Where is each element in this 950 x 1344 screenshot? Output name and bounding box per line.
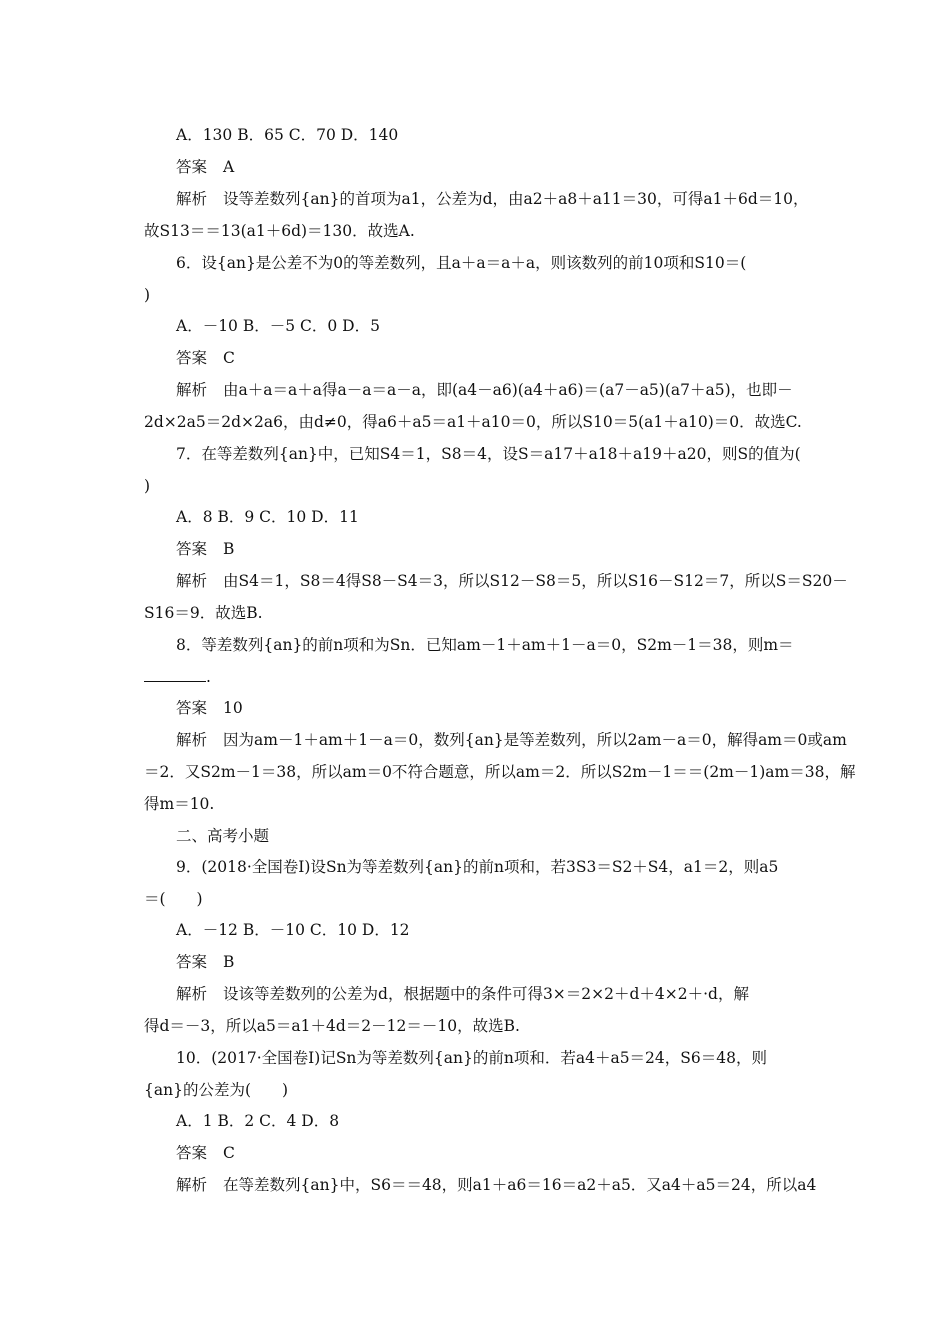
q9-solution-cont <box>144 1016 520 1036</box>
q9-stem-cont <box>144 889 203 909</box>
question-text: ) <box>144 477 151 495</box>
question-text: 10．(2017·全国卷Ⅰ)记Sn为等差数列{an}的前n项和．若a4＋a5＝24，S6＝48，则 <box>176 1049 767 1067</box>
solution-text: 由a＋a＝a＋a得a－a＝a－a，即(a4－a6)(a4＋a6)＝(a7－a5)(a7＋a5)，也即－ <box>223 381 793 399</box>
q6-solution-cont <box>144 412 802 432</box>
solution-text: 在等差数列{an}中，S6＝＝48，则a1＋a6＝16＝a2＋a5．又a4＋a5＝24，所以a4 <box>223 1176 817 1194</box>
solution-text: 2d×2a5＝2d×2a6，由d≠0，得a6＋a5＝a1＋a10＝0，所以S10＝5(a1＋a10)＝0．故选C. <box>144 413 802 431</box>
q8-answer <box>176 698 243 718</box>
q6-solution <box>176 380 793 400</box>
answer-label: 答案 <box>176 1144 208 1162</box>
q8-solution-cont <box>144 762 855 782</box>
solution-label: 解析 <box>176 1176 208 1194</box>
q10-stem-cont <box>144 1080 288 1100</box>
solution-text: 设该等差数列的公差为d，根据题中的条件可得3×＝2×2＋d＋4×2＋·d，解 <box>223 985 749 1003</box>
q7-solution-cont <box>144 603 263 623</box>
q6-stem <box>176 253 746 273</box>
q10-options <box>176 1111 339 1131</box>
answer-label: 答案 <box>176 158 208 176</box>
answer-label: 答案 <box>176 699 208 717</box>
q6-options <box>176 316 380 336</box>
question-text: 7．在等差数列{an}中，已知S4＝1，S8＝4，设S＝a17＋a18＋a19＋a20，则S的值为( <box>176 445 801 463</box>
q9-stem <box>176 857 778 877</box>
solution-text: 由S4＝1，S8＝4得S8－S4＝3，所以S12－S8＝5，所以S16－S12＝7，所以S＝S20－ <box>223 572 848 590</box>
q7-stem-cont <box>144 476 150 496</box>
question-text: 6．设{an}是公差不为0的等差数列，且a＋a＝a＋a，则该数列的前10项和S10＝( <box>176 254 747 272</box>
solution-text: 得m＝10. <box>144 795 215 813</box>
question-text: . <box>206 668 211 686</box>
solution-label: 解析 <box>176 572 208 590</box>
q10-answer <box>176 1143 235 1163</box>
solution-label: 解析 <box>176 381 208 399</box>
options-text: A．8 B．9 C．10 D．11 <box>176 508 359 526</box>
q5-solution <box>176 189 809 209</box>
answer-label: 答案 <box>176 540 208 558</box>
answer-value: C <box>223 1144 235 1162</box>
q6-answer <box>176 348 235 368</box>
q7-answer <box>176 539 234 559</box>
solution-text: 因为am－1＋am＋1－a＝0，数列{an}是等差数列，所以2am－a＝0，解得am＝0或am <box>223 731 847 749</box>
question-text: ＝( ) <box>144 890 203 908</box>
q5-solution-cont <box>144 221 415 241</box>
q7-solution <box>176 571 848 591</box>
solution-text: 设等差数列{an}的首项为a1，公差为d，由a2＋a8＋a11＝30，可得a1＋6d＝10， <box>223 190 809 208</box>
question-text: 8．等差数列{an}的前n项和为Sn．已知am－1＋am＋1－a＝0，S2m－1＝38，则m＝ <box>176 636 794 654</box>
q10-solution <box>176 1175 816 1195</box>
q8-stem-cont <box>144 667 211 687</box>
answer-label: 答案 <box>176 349 208 367</box>
section-heading <box>176 826 269 846</box>
q6-stem-cont <box>144 285 150 305</box>
answer-value: A <box>223 158 235 176</box>
section-title: 二、高考小题 <box>176 827 270 845</box>
q5-answer <box>176 157 234 177</box>
answer-label: 答案 <box>176 953 208 971</box>
q10-stem <box>176 1048 767 1068</box>
q7-stem <box>176 444 801 464</box>
solution-label: 解析 <box>176 190 208 208</box>
q9-solution <box>176 984 749 1004</box>
q5-options <box>176 125 398 145</box>
solution-text: 得d＝－3，所以a5＝a1＋4d＝2－12＝－10，故选B. <box>144 1017 520 1035</box>
answer-value: B <box>223 540 235 558</box>
q8-solution-cont2 <box>144 794 214 814</box>
answer-blank <box>144 669 206 682</box>
solution-label: 解析 <box>176 985 208 1003</box>
solution-text: 故S13＝＝13(a1＋6d)＝130．故选A. <box>144 222 415 240</box>
q8-stem <box>176 635 794 655</box>
solution-text: ＝2．又S2m－1＝38，所以am＝0不符合题意，所以am＝2．所以S2m－1＝＝(2m－1)am＝38，解 <box>144 763 856 781</box>
question-text: {an}的公差为( ) <box>144 1081 289 1099</box>
options-text: A．－12 B．－10 C．10 D．12 <box>176 921 410 939</box>
q7-options <box>176 507 359 527</box>
solution-text: S16＝9．故选B. <box>144 604 263 622</box>
answer-value: 10 <box>223 699 243 717</box>
q9-answer <box>176 952 234 972</box>
options-text: A．－10 B．－5 C．0 D．5 <box>176 317 380 335</box>
q9-options <box>176 920 410 940</box>
options-text: A．130 B．65 C．70 D．140 <box>176 126 399 144</box>
solution-label: 解析 <box>176 731 208 749</box>
options-text: A．1 B．2 C．4 D．8 <box>176 1112 340 1130</box>
q8-solution <box>176 730 847 750</box>
answer-value: C <box>223 349 235 367</box>
question-text: 9．(2018·全国卷Ⅰ)设Sn为等差数列{an}的前n项和，若3S3＝S2＋S4，a1＝2，则a5 <box>176 858 779 876</box>
answer-value: B <box>223 953 235 971</box>
question-text: ) <box>144 286 151 304</box>
